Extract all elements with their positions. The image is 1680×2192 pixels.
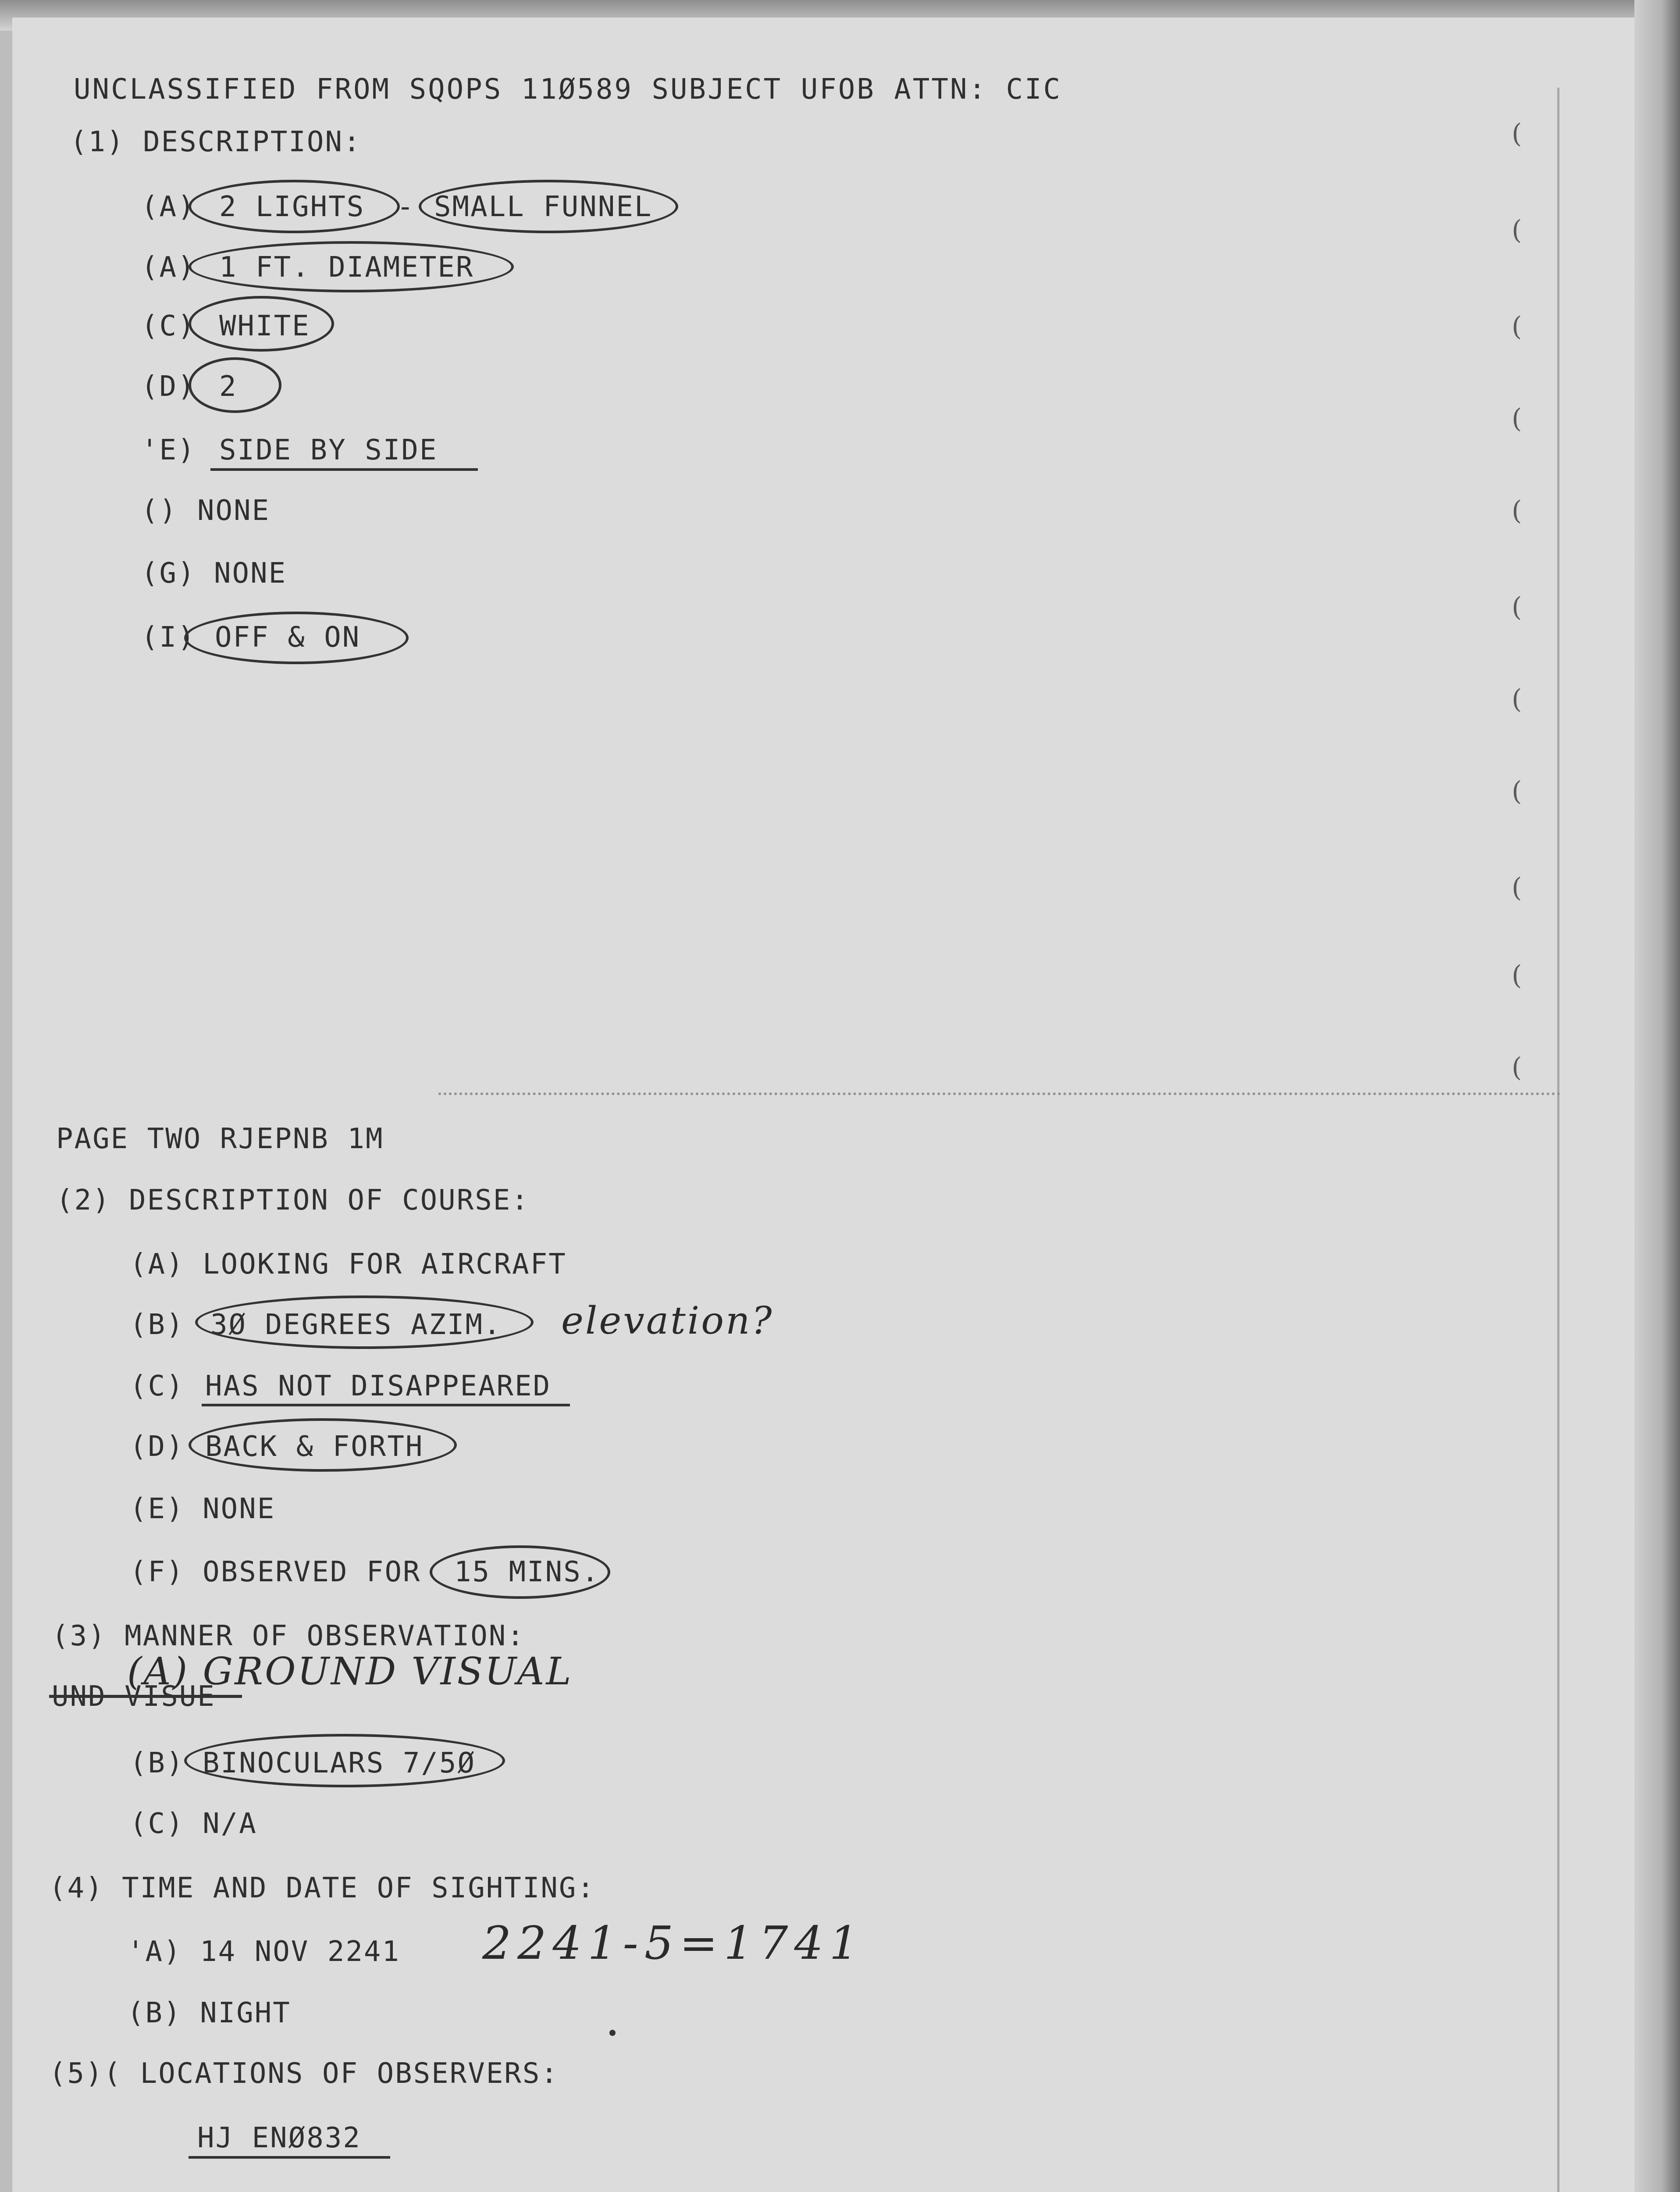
item-1c-value: WHITE	[219, 310, 310, 342]
circle-annotation	[430, 1545, 610, 1599]
item-1c-marker: (C)	[141, 310, 196, 342]
item-1f-value: NONE	[197, 495, 271, 527]
item-1a-marker: (A)	[141, 191, 196, 223]
circle-annotation	[184, 1734, 505, 1787]
circle-annotation	[419, 180, 678, 233]
section-2-title: (2) DESCRIPTION OF COURSE:	[56, 1184, 530, 1217]
section-1-title: (1) DESCRIPTION:	[70, 126, 362, 158]
item-1d-marker: (D)	[141, 370, 196, 403]
message-header: UNCLASSIFIED FROM SQOPS 11Ø589 SUBJECT UFOB ATTN: CIC	[74, 73, 1062, 106]
item-1a2-marker: (A)	[141, 251, 196, 284]
margin-mark: (	[1512, 1052, 1522, 1083]
margin-mark: (	[1512, 592, 1522, 623]
item-2a: (A) LOOKING FOR AIRCRAFT	[130, 1248, 567, 1281]
underline-annotation	[210, 468, 478, 471]
margin-rule	[1557, 88, 1559, 2192]
scan-right-edge	[1634, 0, 1680, 2192]
item-2c-marker: (C)	[130, 1370, 185, 1402]
item-4b: (B) NIGHT	[127, 1997, 291, 2029]
circle-annotation	[189, 180, 400, 233]
item-3b-marker: (B)	[130, 1747, 185, 1779]
item-1e-value: SIDE BY SIDE	[219, 434, 438, 466]
item-2d-value: BACK & FORTH	[205, 1430, 424, 1463]
margin-mark: (	[1512, 960, 1522, 991]
margin-mark: (	[1512, 118, 1522, 149]
item-1d-value: 2	[219, 370, 238, 403]
item-1g-marker: (G)	[141, 557, 196, 590]
margin-mark: (	[1512, 403, 1522, 434]
item-1g-value: NONE	[214, 557, 287, 590]
circle-annotation	[189, 357, 281, 413]
section-5-title: (5)( LOCATIONS OF OBSERVERS:	[49, 2057, 559, 2090]
item-2f-label: (F) OBSERVED FOR	[130, 1556, 421, 1588]
page-two-header: PAGE TWO RJEPNB 1M	[56, 1123, 384, 1155]
item-1a2-value: 1 FT. DIAMETER	[219, 251, 474, 284]
circle-annotation	[184, 612, 409, 664]
margin-mark: (	[1512, 495, 1522, 526]
margin-mark: (	[1512, 215, 1522, 246]
item-4a: 'A) 14 NOV 2241	[127, 1936, 400, 1968]
item-2c-value: HAS NOT DISAPPEARED	[205, 1370, 552, 1402]
item-1a-extra: SMALL FUNNEL	[434, 191, 653, 223]
item-2e: (E) NONE	[130, 1493, 276, 1525]
section-4-title: (4) TIME AND DATE OF SIGHTING:	[49, 1872, 595, 1904]
ink-speck	[609, 2030, 616, 2036]
handwritten-time-calculation: 2241-5=1741	[482, 1916, 865, 1970]
item-1f-marker: ()	[141, 495, 178, 527]
circle-annotation	[189, 1418, 457, 1472]
margin-mark: (	[1512, 311, 1522, 342]
circle-annotation	[189, 296, 334, 352]
page-break-dotted-line	[438, 1092, 1561, 1095]
underline-annotation	[189, 2156, 390, 2159]
strikethrough-line	[49, 1695, 242, 1698]
item-1a-value: 2 LIGHTS	[219, 191, 365, 223]
item-3c: (C) N/A	[130, 1808, 257, 1840]
item-1a-dash: -	[397, 191, 415, 223]
item-1i-marker: (I)	[141, 621, 196, 654]
item-5-location: HJ ENØ832	[197, 2122, 361, 2154]
struck-out-text: UND VISUE	[52, 1680, 216, 1713]
section-3-title: (3) MANNER OF OBSERVATION:	[52, 1620, 525, 1652]
margin-mark: (	[1512, 684, 1522, 715]
margin-mark: (	[1512, 776, 1522, 807]
circle-annotation	[189, 241, 514, 292]
item-2b-value: 3Ø DEGREES AZIM.	[210, 1309, 502, 1341]
handwritten-ground-visual: (A) GROUND VISUAL	[127, 1650, 573, 1694]
item-1e-marker: 'E)	[141, 434, 196, 466]
underline-annotation	[202, 1404, 570, 1406]
item-1i-value: OFF & ON	[215, 621, 361, 654]
item-3b-value: BINOCULARS 7/5Ø	[203, 1747, 476, 1779]
circle-annotation	[195, 1295, 534, 1349]
margin-mark: (	[1512, 872, 1522, 903]
handwritten-note-elevation: elevation?	[561, 1299, 774, 1343]
item-2f-value: 15 MINS.	[454, 1556, 600, 1588]
item-2b-marker: (B)	[130, 1309, 185, 1341]
item-2d-marker: (D)	[130, 1430, 185, 1463]
